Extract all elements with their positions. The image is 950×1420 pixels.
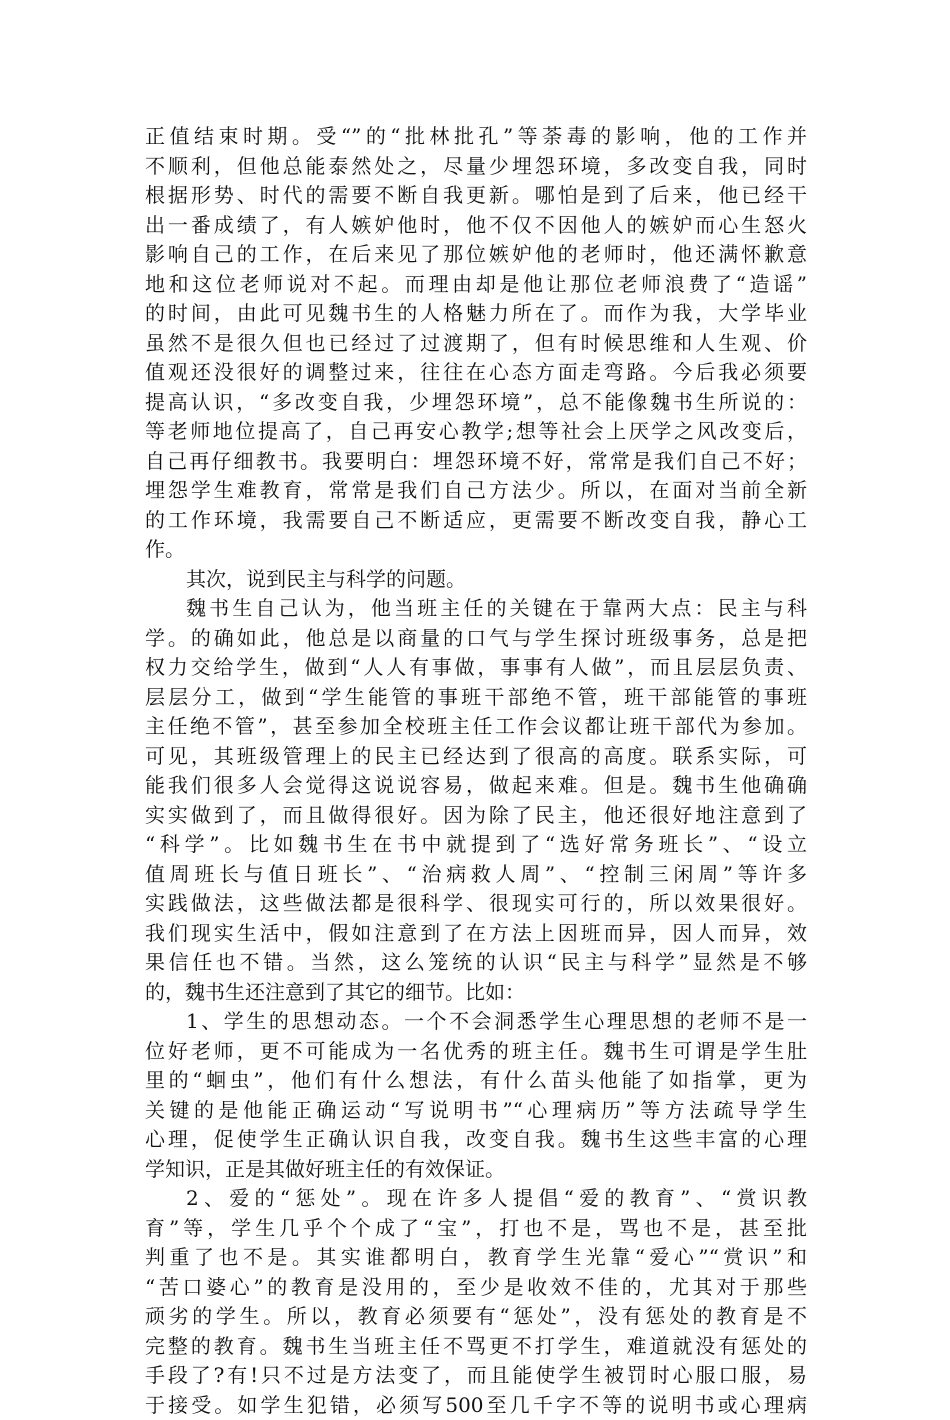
text-line: 实践做法，这些做法都是很科学、很现实可行的，所以效果很好。 <box>145 889 807 919</box>
text-line: 魏书生自己认为，他当班主任的关键在于靠两大点：民主与科 <box>145 594 807 624</box>
text-line: 正值结束时期。受“”的“批林批孔”等荼毒的影响，他的工作并 <box>145 122 807 152</box>
text-line: 不顺利，但他总能泰然处之，尽量少埋怨环境，多改变自我，同时 <box>145 152 807 182</box>
text-line: “科学”。比如魏书生在书中就提到了“选好常务班长”、“设立 <box>145 830 807 860</box>
text-line: 作。 <box>145 535 807 565</box>
document-body <box>145 122 807 1420</box>
text-line: 主任绝不管”，甚至参加全校班主任工作会议都让班干部代为参加。 <box>145 712 807 742</box>
text-line: 权力交给学生，做到“人人有事做，事事有人做”，而且层层负责、 <box>145 653 807 683</box>
text-line: 能我们很多人会觉得这说说容易，做起来难。但是。魏书生他确确 <box>145 771 807 801</box>
text-line: 提高认识，“多改变自我，少埋怨环境”，总不能像魏书生所说的： <box>145 388 807 418</box>
text-line: 的，魏书生还注意到了其它的细节。比如： <box>145 978 807 1008</box>
text-line: 学。的确如此，他总是以商量的口气与学生探讨班级事务，总是把 <box>145 624 807 654</box>
text-line: 出一番成绩了，有人嫉妒他时，他不仅不因他人的嫉妒而心生怒火 <box>145 211 807 241</box>
text-line: 根据形势、时代的需要不断自我更新。哪怕是到了后来，他已经干 <box>145 181 807 211</box>
text-line: 完整的教育。魏书生当班主任不骂更不打学生，难道就没有惩处的 <box>145 1332 807 1362</box>
text-line: 值周班长与值日班长”、“治病救人周”、“控制三闲周”等许多 <box>145 860 807 890</box>
text-line: 可见，其班级管理上的民主已经达到了很高的高度。联系实际，可 <box>145 742 807 772</box>
text-line: 手段了?有!只不过是方法变了，而且能使学生被罚时心服口服，易 <box>145 1361 807 1391</box>
text-line: 层层分工，做到“学生能管的事班干部绝不管，班干部能管的事班 <box>145 683 807 713</box>
text-line: 顽劣的学生。所以，教育必须要有“惩处”，没有惩处的教育是不 <box>145 1302 807 1332</box>
text-line: 的工作环境，我需要自己不断适应，更需要不断改变自我，静心工 <box>145 506 807 536</box>
text-line: 判重了也不是。其实谁都明白，教育学生光靠“爱心”“赏识”和 <box>145 1243 807 1273</box>
text-line: 值观还没很好的调整过来，往往在心态方面走弯路。今后我必须要 <box>145 358 807 388</box>
text-line: 地和这位老师说对不起。而理由却是他让那位老师浪费了“造谣” <box>145 270 807 300</box>
text-line: 实实做到了，而且做得很好。因为除了民主，他还很好地注意到了 <box>145 801 807 831</box>
text-line: 自己再仔细教书。我要明白：埋怨环境不好，常常是我们自己不好； <box>145 447 807 477</box>
text-line: 位好老师，更不可能成为一名优秀的班主任。魏书生可谓是学生肚 <box>145 1037 807 1067</box>
text-line: 虽然不是很久但也已经过了过渡期了，但有时候思维和人生观、价 <box>145 329 807 359</box>
text-line: 学知识，正是其做好班主任的有效保证。 <box>145 1155 807 1185</box>
text-line: 埋怨学生难教育，常常是我们自己方法少。所以，在面对当前全新 <box>145 476 807 506</box>
text-line: 里的“蛔虫”，他们有什么想法，有什么苗头他能了如指掌，更为 <box>145 1066 807 1096</box>
text-line: 果信任也不错。当然，这么笼统的认识“民主与科学”显然是不够 <box>145 948 807 978</box>
text-line: 其次，说到民主与科学的问题。 <box>145 565 807 595</box>
text-line: 等老师地位提高了，自己再安心教学;想等社会上厌学之风改变后， <box>145 417 807 447</box>
text-line: 2、爱的“惩处”。现在许多人提倡“爱的教育”、“赏识教 <box>145 1184 807 1214</box>
text-line: 育”等，学生几乎个个成了“宝”，打也不是，骂也不是，甚至批 <box>145 1214 807 1244</box>
text-line: 于接受。如学生犯错，必须写500至几千字不等的说明书或心理病 <box>145 1391 807 1420</box>
text-line: 影响自己的工作，在后来见了那位嫉妒他的老师时，他还满怀歉意 <box>145 240 807 270</box>
text-line: 1、学生的思想动态。一个不会洞悉学生心理思想的老师不是一 <box>145 1007 807 1037</box>
text-line: 的时间，由此可见魏书生的人格魅力所在了。而作为我，大学毕业 <box>145 299 807 329</box>
text-line: 心理，促使学生正确认识自我，改变自我。魏书生这些丰富的心理 <box>145 1125 807 1155</box>
text-line: 我们现实生活中，假如注意到了在方法上因班而异，因人而异，效 <box>145 919 807 949</box>
text-line: “苦口婆心”的教育是没用的，至少是收效不佳的，尤其对于那些 <box>145 1273 807 1303</box>
text-line: 关键的是他能正确运动“写说明书”“心理病历”等方法疏导学生 <box>145 1096 807 1126</box>
